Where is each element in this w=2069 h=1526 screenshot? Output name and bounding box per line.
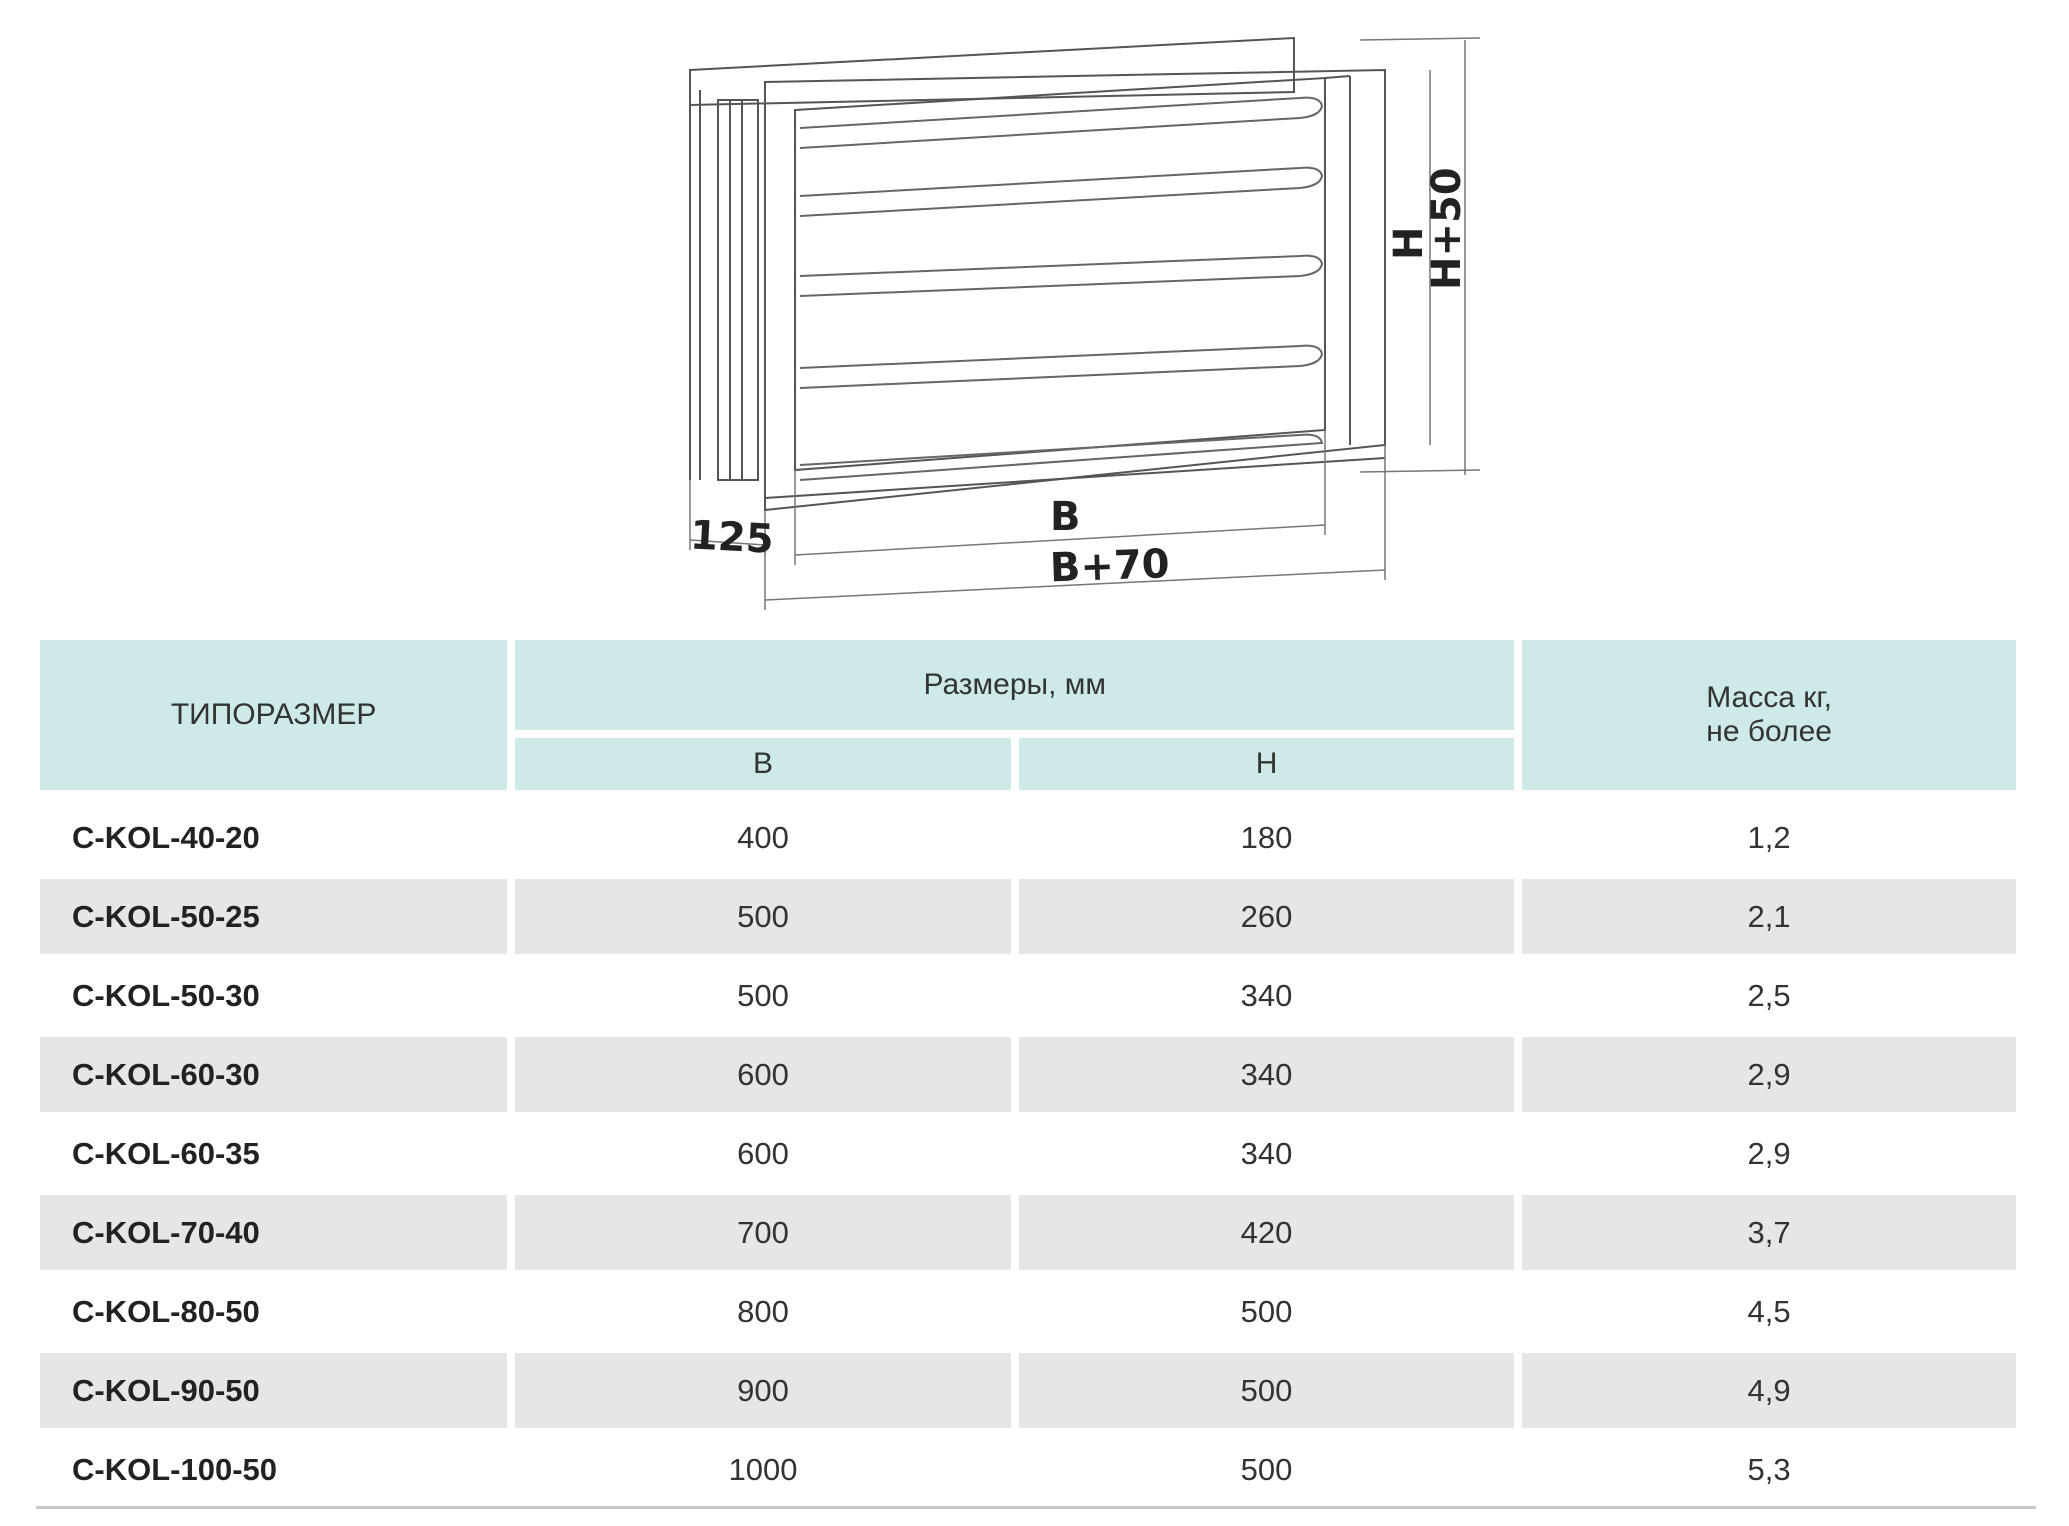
bottom-divider xyxy=(36,1506,2036,1509)
cell-model: C-KOL-90-50 xyxy=(40,1349,507,1428)
cell-b: 500 xyxy=(515,875,1011,954)
dim-b-plus-70: B+70 xyxy=(1049,541,1171,592)
cell-h: 340 xyxy=(1019,954,1514,1033)
mass-header-line2: не более xyxy=(1706,715,1832,748)
cell-h: 500 xyxy=(1019,1349,1514,1428)
cell-b: 500 xyxy=(515,954,1011,1033)
cell-h: 340 xyxy=(1019,1112,1514,1191)
table-row xyxy=(40,1349,2016,1428)
table-row xyxy=(40,1033,2016,1112)
cell-mass: 1,2 xyxy=(1522,790,2016,875)
table-row xyxy=(40,790,2016,875)
cell-h: 260 xyxy=(1019,875,1514,954)
cell-mass: 4,5 xyxy=(1522,1270,2016,1349)
cell-h: 500 xyxy=(1019,1270,1514,1349)
cell-mass: 3,7 xyxy=(1522,1191,2016,1270)
table-row xyxy=(40,1112,2016,1191)
col-header-h: H xyxy=(1019,738,1514,790)
col-header-mass xyxy=(1522,640,2016,790)
cell-model: C-KOL-100-50 xyxy=(40,1428,507,1507)
dim-h-plus-50: H+50 xyxy=(1424,167,1470,290)
cell-model: C-KOL-40-20 xyxy=(40,790,507,875)
cell-b: 900 xyxy=(515,1349,1011,1428)
table-row xyxy=(40,875,2016,954)
cell-mass: 2,9 xyxy=(1522,1112,2016,1191)
cell-b: 600 xyxy=(515,1033,1011,1112)
col-header-b: B xyxy=(515,738,1011,790)
front-frame xyxy=(765,70,1385,510)
cell-b: 1000 xyxy=(515,1428,1011,1507)
louver-blades xyxy=(800,98,1322,480)
mass-header-line1: Масса кг, xyxy=(1706,681,1832,714)
cell-mass: 2,9 xyxy=(1522,1033,2016,1112)
cell-b: 600 xyxy=(515,1112,1011,1191)
side-profile xyxy=(718,100,758,480)
col-header-sizes: Размеры, мм xyxy=(515,640,1514,738)
cell-model: C-KOL-70-40 xyxy=(40,1191,507,1270)
cell-b: 800 xyxy=(515,1270,1011,1349)
spec-table xyxy=(32,640,2024,1507)
col-header-model: ТИПОРАЗМЕР xyxy=(40,640,507,790)
cell-h: 420 xyxy=(1019,1191,1514,1270)
dim-h: H xyxy=(1386,226,1432,260)
cell-mass: 5,3 xyxy=(1522,1428,2016,1507)
table-row xyxy=(40,1428,2016,1507)
table-row xyxy=(40,1191,2016,1270)
dim-b: B xyxy=(1050,494,1081,540)
cell-mass: 4,9 xyxy=(1522,1349,2016,1428)
cell-mass: 2,5 xyxy=(1522,954,2016,1033)
cell-h: 180 xyxy=(1019,790,1514,875)
back-frame xyxy=(690,38,1294,105)
table-row xyxy=(40,1270,2016,1349)
cell-h: 340 xyxy=(1019,1033,1514,1112)
cell-model: C-KOL-60-30 xyxy=(40,1033,507,1112)
cell-model: C-KOL-60-35 xyxy=(40,1112,507,1191)
cell-b: 400 xyxy=(515,790,1011,875)
cell-h: 500 xyxy=(1019,1428,1514,1507)
cell-model: C-KOL-80-50 xyxy=(40,1270,507,1349)
damper-drawing xyxy=(660,20,1520,620)
cell-b: 700 xyxy=(515,1191,1011,1270)
cell-model: C-KOL-50-25 xyxy=(40,875,507,954)
table-row xyxy=(40,954,2016,1033)
dim-125: 125 xyxy=(688,512,775,563)
cell-model: C-KOL-50-30 xyxy=(40,954,507,1033)
cell-mass: 2,1 xyxy=(1522,875,2016,954)
